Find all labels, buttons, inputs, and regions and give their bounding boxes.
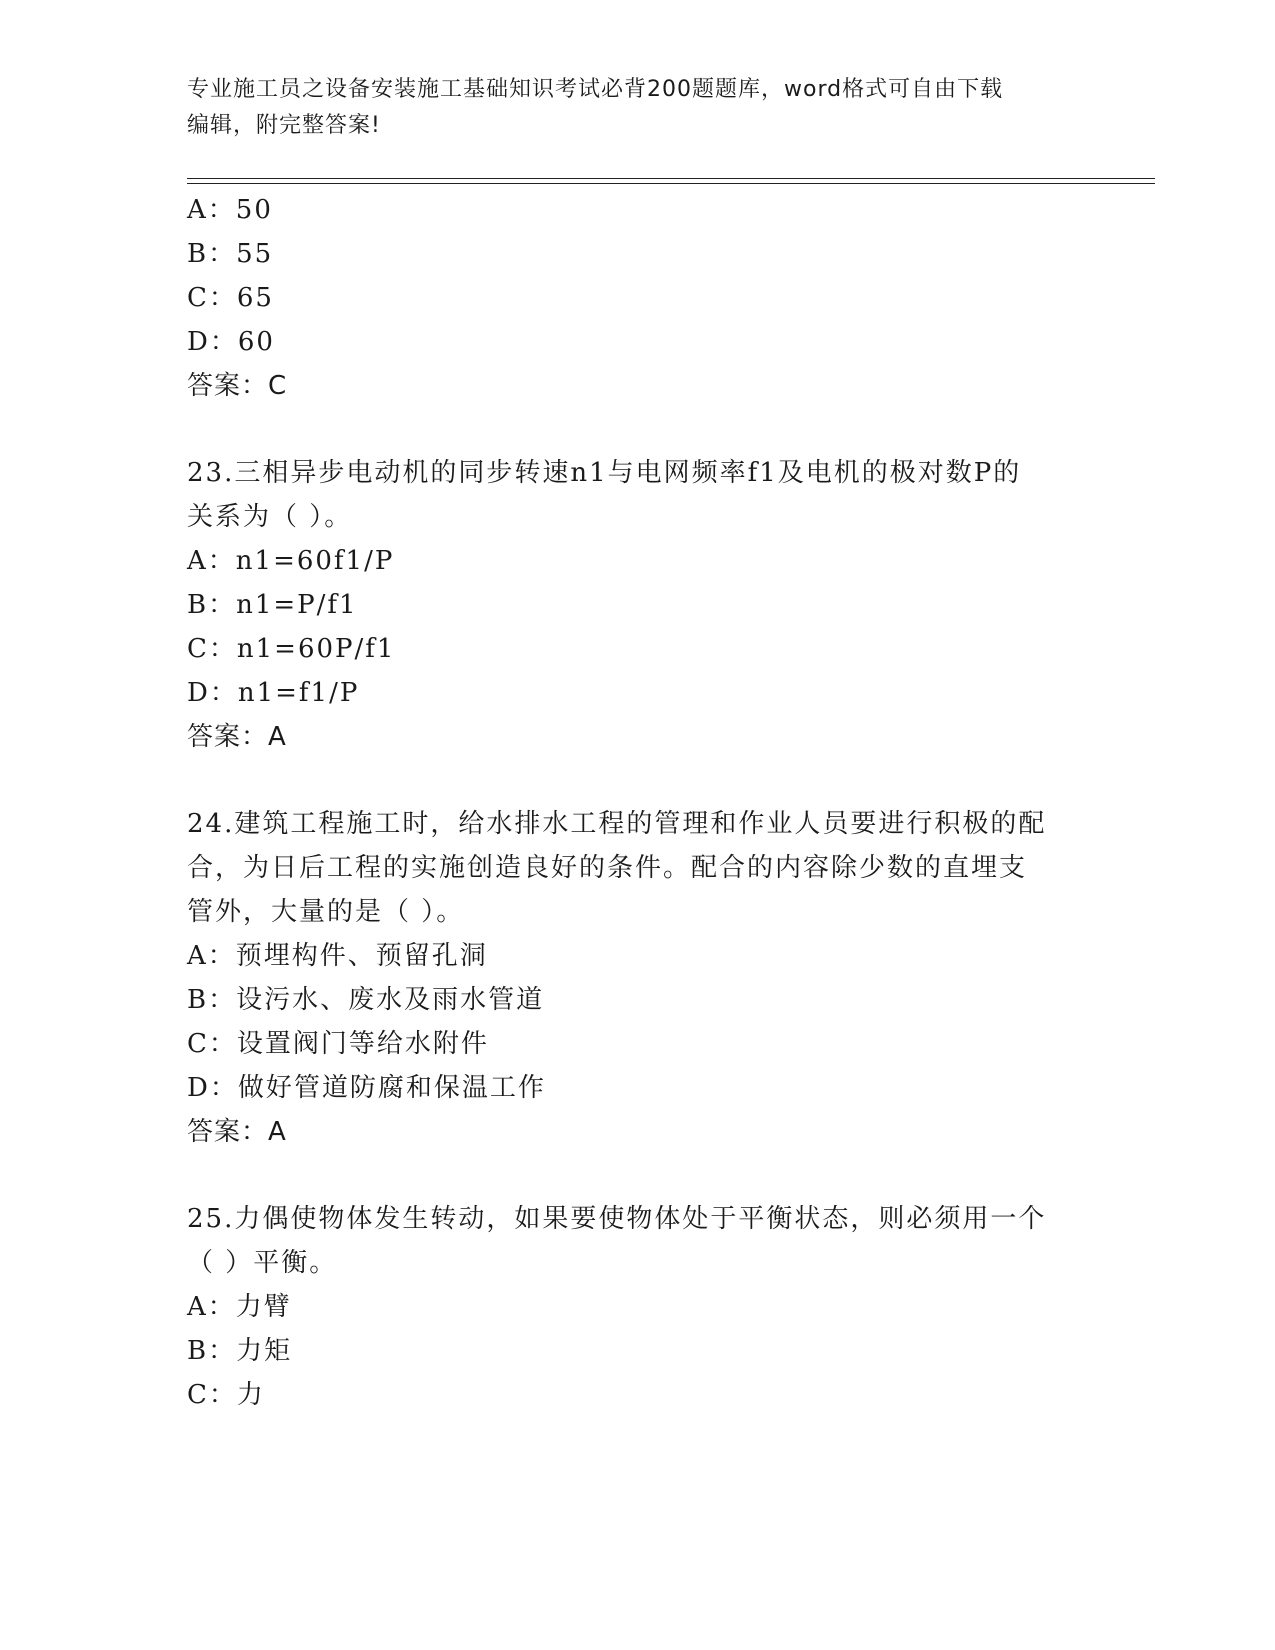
- q23-stem-line-1: 23.三相异步电动机的同步转速n1与电网频率f1及电机的极对数P的: [187, 458, 1022, 488]
- q24-stem-line-1: 24.建筑工程施工时，给水排水工程的管理和作业人员要进行积极的配: [187, 809, 1047, 839]
- header-divider-bottom: [187, 183, 1155, 184]
- q25-option-b: B：力矩: [187, 1336, 293, 1366]
- q22-option-c: C：65: [187, 283, 274, 313]
- q22-option-b: B：55: [187, 239, 274, 269]
- q22-answer: 答案：C: [187, 371, 288, 401]
- q24-option-d: D：做好管道防腐和保温工作: [187, 1073, 546, 1103]
- q25-option-a: A：力臂: [187, 1292, 292, 1322]
- q23-answer: 答案：A: [187, 722, 287, 752]
- q22-option-a: A：50: [187, 195, 273, 225]
- q24-option-a: A：预埋构件、预留孔洞: [187, 941, 488, 971]
- document-header: [187, 72, 1087, 144]
- q23-option-b: B：n1=P/f1: [187, 590, 358, 620]
- q23-option-d: D：n1=f1/P: [187, 678, 360, 708]
- q23-option-a: A：n1=60f1/P: [187, 546, 395, 576]
- q25-option-c: C：力: [187, 1380, 265, 1410]
- header-divider-top: [187, 178, 1155, 179]
- q22-option-d: D：60: [187, 327, 275, 357]
- q24-stem-line-3: 管外，大量的是（ ）。: [187, 897, 465, 927]
- q24-option-c: C：设置阀门等给水附件: [187, 1029, 489, 1059]
- header-title-line-1: 专业施工员之设备安装施工基础知识考试必背200题题库，word格式可自由下载: [187, 77, 1004, 102]
- q24-stem-line-2: 合，为日后工程的实施创造良好的条件。配合的内容除少数的直埋支: [187, 853, 1028, 883]
- q24-option-b: B：设污水、废水及雨水管道: [187, 985, 545, 1015]
- q23-option-c: C：n1=60P/f1: [187, 634, 396, 664]
- q25-stem-line-1: 25.力偶使物体发生转动，如果要使物体处于平衡状态，则必须用一个: [187, 1204, 1047, 1234]
- header-title-line-2: 编辑，附完整答案!: [187, 113, 381, 138]
- q25-stem-line-2: （ ）平衡。: [187, 1248, 338, 1278]
- q23-stem-line-2: 关系为（ ）。: [187, 502, 353, 532]
- q24-answer: 答案：A: [187, 1117, 287, 1147]
